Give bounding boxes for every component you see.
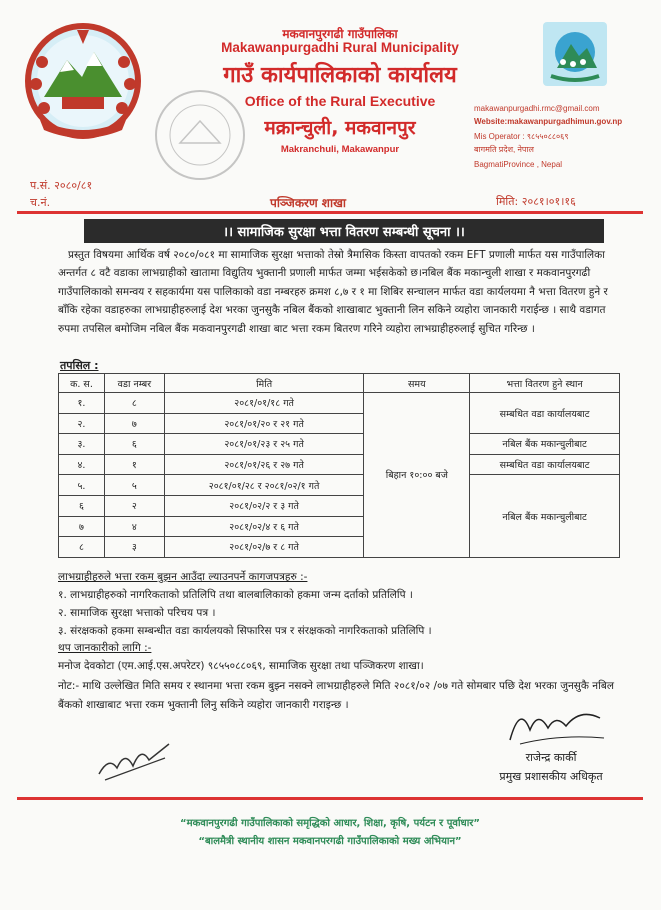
ward-cell: ६ [104, 434, 164, 455]
serial-cell: ६ [59, 495, 105, 516]
municipality-name-np: मकवानपुरगढी गाउँपालिका [282, 27, 398, 41]
location-np: मक्रान्चुली, मकवानपुर [264, 117, 416, 139]
ward-cell: ७ [104, 413, 164, 434]
serial-cell: ५. [59, 475, 105, 496]
signatory-name: राजेन्द्र कार्की [525, 751, 577, 764]
serial-cell: ७ [59, 516, 105, 537]
place-cell: सम्बधित वडा कार्यालयबाट [470, 393, 620, 434]
document-item: १. लाभग्राहीहरुको नागरिकताको प्रतिलिपि तथा बालबालिकाको हकमा जन्म दर्ताको प्रतिलिपि । [58, 589, 413, 601]
contact-province-np: बागमति प्रदेश, नेपाल [474, 145, 534, 154]
letter-number: प.सं. २०८०/८१ [30, 179, 93, 192]
date-cell: २०८१/०२/२ र ३ गते [164, 495, 364, 516]
right-signature-icon [500, 700, 610, 750]
info-heading: थप जानकारीको लागि :- [58, 642, 152, 654]
municipality-name-en: Makawanpurgadhi Rural Municipality [221, 40, 459, 55]
documents-heading: लाभग्राहीहरुले भत्ता रकम बुझन आउँदा ल्याउनपर्ने कागजपत्रहरु :- [58, 571, 308, 583]
serial-cell: १. [59, 393, 105, 414]
col-serial: क. स. [59, 374, 105, 393]
ward-cell: ३ [104, 537, 164, 558]
location-en: Makranchuli, Makawanpur [280, 144, 400, 155]
table-row [59, 393, 620, 414]
header-divider [17, 211, 643, 214]
ward-cell: ८ [104, 393, 164, 414]
municipality-logo-icon [543, 22, 607, 86]
info-note: नोट:- माथि उल्लेखित मिति समय र स्थानमा भत्ता रकम बुझ्न नसक्ने लाभग्राहीहरुले मिति २०८१/०२ /०७ गते सोमबार पछि देश भरका जुनसुकै नबिल बैंकको शाखाबाट भत्ता रकम भुक्तानी लिनु सकिने व्यहोरा जानकारी गराइन्छ । [58, 680, 614, 711]
notice-title: ।। सामाजिक सुरक्षा भत्ता वितरण सम्बन्धी सूचना ।। [84, 219, 604, 243]
serial-cell: ३. [59, 434, 105, 455]
col-place: भत्ता वितरण हुने स्थान [470, 374, 620, 393]
date-cell: २०८१/०२/४ र ६ गते [164, 516, 364, 537]
ward-cell: ४ [104, 516, 164, 537]
document-item: ३. संरक्षकको हकमा सम्बन्धीत वडा कार्यलयको सिफारिस पत्र र संरक्षकको नागरिकताको प्रतिलिपि । [58, 625, 432, 637]
notice-body: प्रस्तुत विषयमा आर्थिक वर्ष २०८०/०८१ मा सामाजिक सुरक्षा भत्ताको तेस्रो त्रैमासिक किस्ता वापतको रकम EFT प्रणाली मार्फत यस गाउँपालिका अन्तर्गत ८ वटै वडाका लाभग्राहीको खातामा विद्युतिय भुक्तानी प्रणाली मार्फत जम्मा भईसकेको छ।नबिल बैंक मकान्चुली शाखा र मकवानपुरगढी गाउँपालिकाको समन्वय र सहकार्यमा यस पालिकाको वडा नम्बरहरु क्रमश ८,७ र १ मा शिबिर सन्चालन मार्फत वडा कार्यलयमा नै भत्ता वितरण हुने र बाँकि रहेका वडाहरुका लाभग्राहीहरुलाई देश भरका जुनसुकै नबिल बैंकको शाखाबाट भुक्तानी लिन सकिने व्यहोरा जानकारी गराईन्छ । साथै वडागत रुपमा तपसिल बमोजिम नबिल बैंक मकवानपुरगढी शाखा बाट भत्ता रकम बितरण गरिने व्यहोरा लाभग्राहीहरुलाई सुचित गरिन्छ । [58, 249, 608, 335]
left-signature-icon [95, 738, 175, 784]
time-cell: बिहान १०:०० बजे [364, 393, 470, 558]
date-cell: २०८१/०१/१८ गते [164, 393, 364, 414]
office-title-np: गाउँ कार्यपालिकाको कार्यालय [223, 63, 457, 88]
contact-website[interactable]: Website:makawanpurgadhimun.gov.np [474, 117, 623, 126]
table-row [59, 434, 620, 455]
contact-province-en: BagmatiProvince , Nepal [474, 160, 563, 169]
place-cell: सम्बधित वडा कार्यालयबाट [470, 454, 620, 475]
col-date: मिति [164, 374, 364, 393]
col-ward: वडा नम्बर [104, 374, 164, 393]
footer-motto-1: “मकवानपुरगढी गाउँपालिकाको समृद्धिको आधार, शिक्षा, कृषि, पर्यटन र पूर्वाधार” [180, 818, 480, 829]
ward-cell: ५ [104, 475, 164, 496]
office-title-en: Office of the Rural Executive [244, 93, 436, 109]
serial-cell: ४. [59, 454, 105, 475]
table-row [59, 454, 620, 475]
ward-cell: १ [104, 454, 164, 475]
table-row [59, 475, 620, 496]
distribution-table [58, 373, 620, 558]
place-cell: नबिल बैंक मकान्चुलीबाट [470, 475, 620, 557]
footer-motto-2: “बालमैत्री स्थानीय शासन मकवानपरगढी गाउँपालिकाको मख्य अभियान” [198, 836, 462, 847]
table-header-row [59, 374, 620, 393]
schedule-label: तपसिल : [60, 359, 99, 372]
serial-cell: ८ [59, 537, 105, 558]
place-cell: नबिल बैंक मकान्चुलीबाट [470, 434, 620, 455]
date-cell: २०८१/०१/२० र २१ गते [164, 413, 364, 434]
date-cell: २०८१/०२/७ र ८ गते [164, 537, 364, 558]
date-cell: २०८१/०१/२६ र २७ गते [164, 454, 364, 475]
col-time: समय [364, 374, 470, 393]
info-contact-line: मनोज देवकोटा (एम.आई.एस.अपरेटर) ९८५५०८८०६९, सामाजिक सुरक्षा तथा पञ्जिकरण शाखा। [58, 660, 424, 672]
letter-date: मिति: २०८१।०१।१६ [496, 195, 576, 208]
date-cell: २०८१/०१/२३ र २५ गते [164, 434, 364, 455]
section-name: पञ्जिकरण शाखा [270, 196, 346, 210]
date-cell: २०८१/०१/२८ र २०८१/०२/१ गते [164, 475, 364, 496]
serial-cell: २. [59, 413, 105, 434]
nepal-emblem-icon [22, 22, 144, 140]
dispatch-number: च.नं. [30, 196, 51, 209]
ward-cell: २ [104, 495, 164, 516]
document-item: २. सामाजिक सुरक्षा भत्ताको परिचय पत्र । [58, 607, 216, 619]
contact-operator: Mis Operator : ९८५५०८८०६९ [474, 132, 569, 141]
contact-email[interactable]: makawanpurgadhi.rmc@gmail.com [474, 104, 600, 113]
footer-divider [17, 797, 643, 800]
signatory-title: प्रमुख प्रशासकीय अधिकृत [499, 770, 603, 783]
